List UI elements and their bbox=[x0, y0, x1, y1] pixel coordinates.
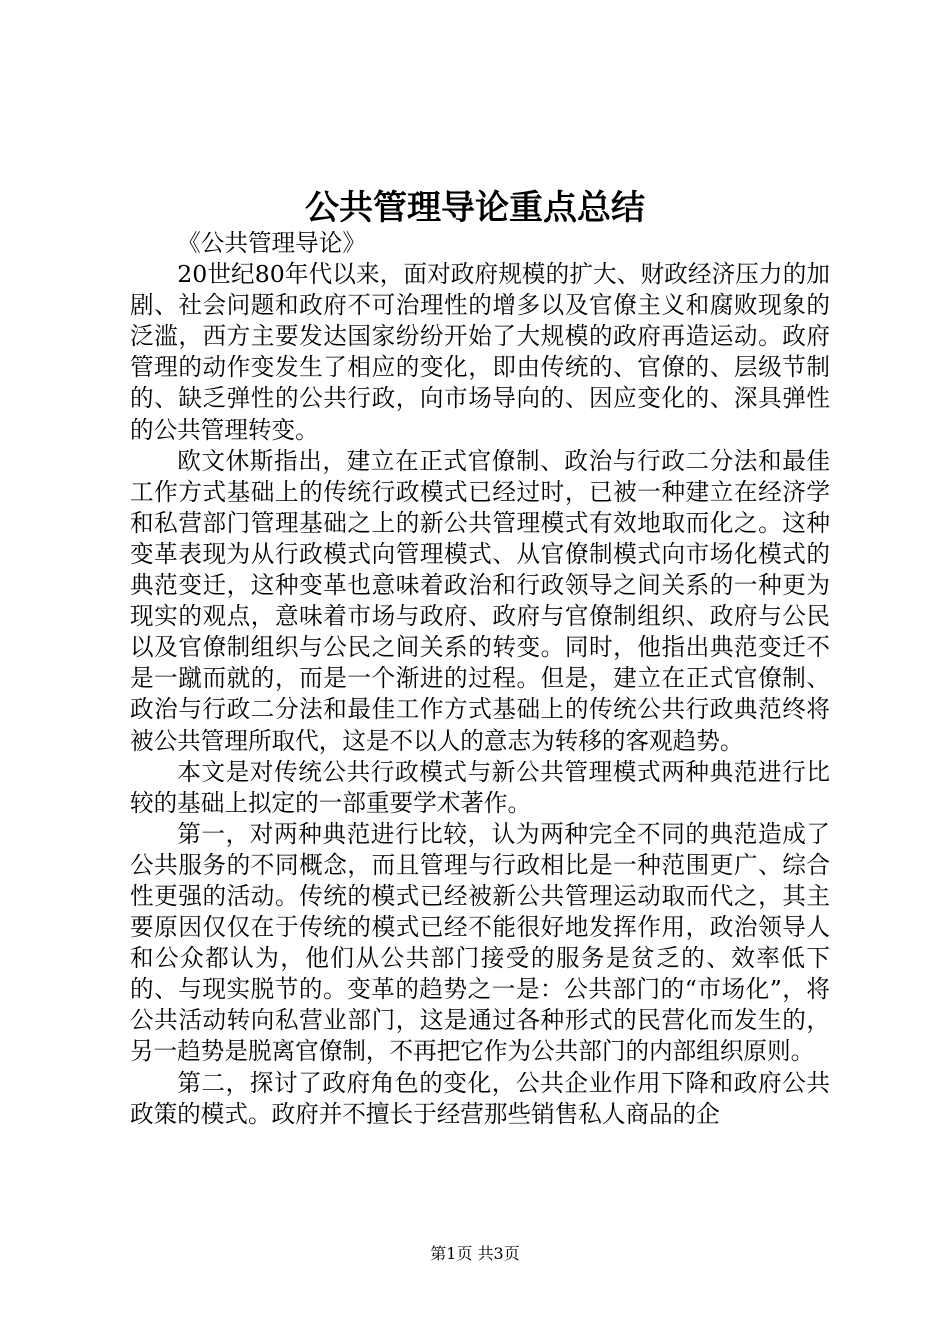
paragraph-purpose: 本文是对传统公共行政模式与新公共管理模式两种典范进行比较的基础上拟定的一部重要学术著作。 bbox=[130, 757, 830, 817]
paragraph-hughes: 欧文休斯指出，建立在正式官僚制、政治与行政二分法和最佳工作方式基础上的传统行政模式已经过时，已被一种建立在经济学和私营部门管理基础之上的新公共管理模式有效地取而化之。这种变革表现为从行政模式向管理模式、从官僚制模式向市场化模式的典范变迁，这种变革也意味着政治和行政领导之间关系的一种更为现实的观点，意味着市场与政府、政府与官僚制组织、政府与公民以及官僚制组织与公民之间关系的转变。同时，他指出典范变迁不是一蹴而就的，而是一个渐进的过程。但是，建立在正式官僚制、政治与行政二分法和最佳工作方式基础上的传统公共行政典范终将被公共管理所取代，这是不以人的意志为转移的客观趋势。 bbox=[130, 446, 830, 755]
paragraph-book-title: 《公共管理导论》 bbox=[177, 229, 366, 257]
paragraph-intro: 20世纪80年代以来，面对政府规模的扩大、财政经济压力的加剧、社会问题和政府不可治理性的增多以及官僚主义和腐败现象的泛滥，西方主要发达国家纷纷开始了大规模的政府再造运动。政府管理的动作变发生了相应的变化，即由传统的、官僚的、层级节制的、缺乏弹性的公共行政，向市场导向的、因应变化的、深具弹性的公共管理转变。 bbox=[130, 260, 830, 444]
paragraph-second: 第二，探讨了政府角色的变化，公共企业作用下降和政府公共政策的模式。政府并不擅长于经营那些销售私人商品的企 bbox=[130, 1068, 830, 1128]
paragraph-first: 第一，对两种典范进行比较，认为两种完全不同的典范造成了公共服务的不同概念，而且管理与行政相比是一种范围更广、综合性更强的活动。传统的模式已经被新公共管理运动取而代之，其主要原因仅仅在于传统的模式已经不能很好地发挥作用，政治领导人和公众都认为，他们从公共部门接受的服务是贫乏的、效率低下的、与现实脱节的。变革的趋势之一是：公共部门的“市场化”，将公共活动转向私营业部门，这是通过各种形式的民营化而发生的，另一趋势是脱离官僚制，不再把它作为公共部门的内部组织原则。 bbox=[130, 819, 830, 1066]
document-title: 公共管理导论重点总结 bbox=[305, 188, 645, 228]
page-footer: 第1页 共3页 bbox=[430, 1244, 520, 1263]
document-body bbox=[130, 228, 830, 1130]
